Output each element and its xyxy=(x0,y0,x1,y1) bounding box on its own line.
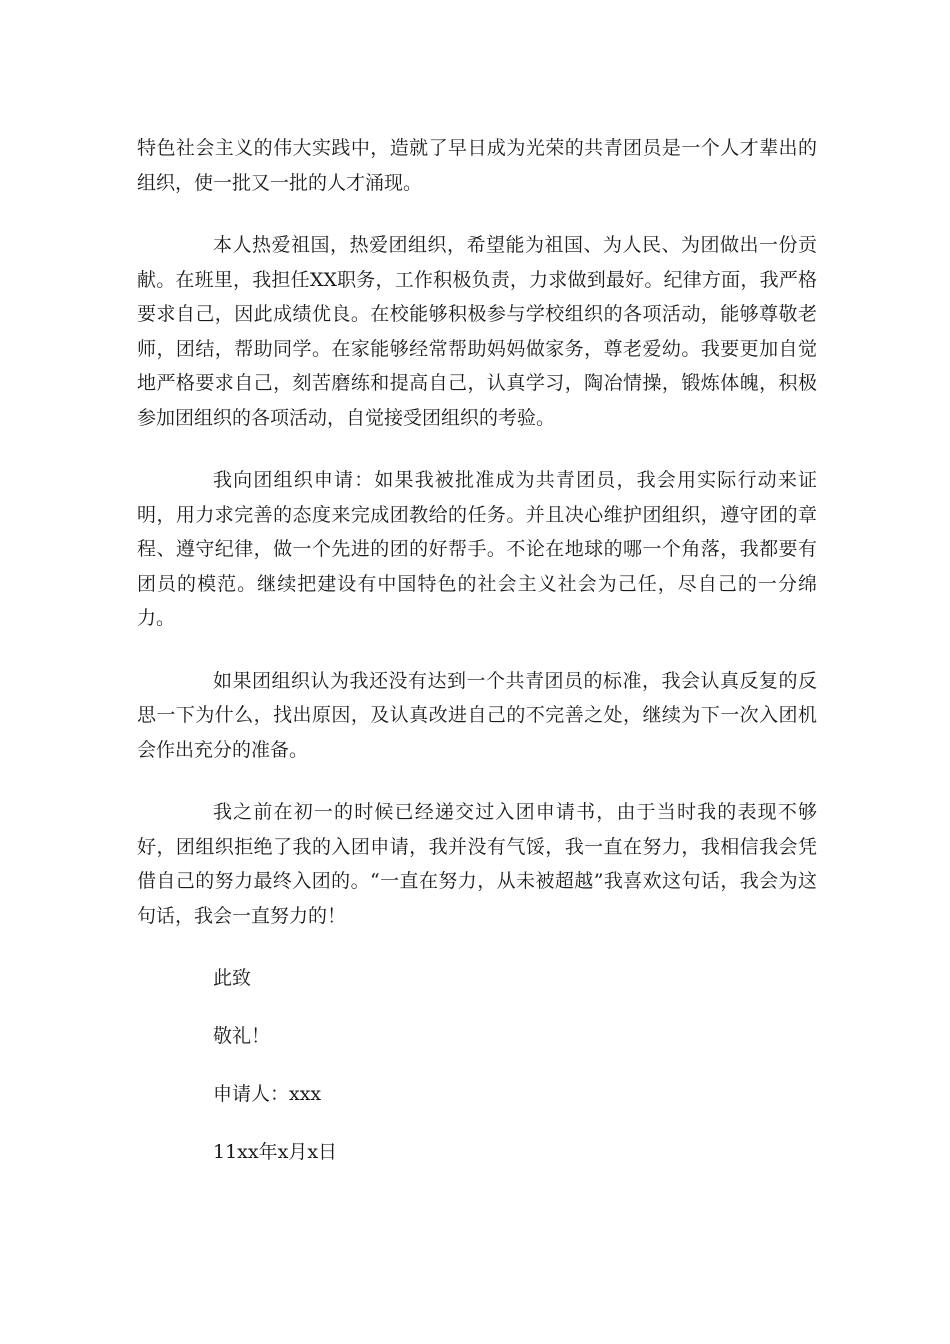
document-body xyxy=(137,131,817,1193)
paragraph-continuation: 特色社会主义的伟大实践中，造就了早日成为光荣的共青团员是一个人才辈出的组织，使一批又一批的人才涌现。 xyxy=(137,137,817,194)
paragraph-if-rejected: 如果团组织认为我还没有达到一个共青团员的标准，我会认真反复的反思一下为什么，找出原因，及认真改进自己的不完善之处，继续为下一次入团机会作出充分的准备。 xyxy=(137,669,817,761)
paragraph-self-introduction: 本人热爱祖国，热爱团组织，希望能为祖国、为人民、为团做出一份贡献。在班里，我担任XX职务，工作积极负责，力求做到最好。纪律方面，我严格要求自己，因此成绩优良。在校能够积极参与学校组织的各项活动，能够尊敬老师，团结，帮助同学。在家能够经常帮助妈妈做家务，尊老爱幼。我要更加自觉地严格要求自己，刻苦磨练和提高自己，认真学习，陶冶情操，锻炼体魄，积极参加团组织的各项活动，自觉接受团组织的考验。 xyxy=(137,234,817,429)
applicant-signature: 申请人：xxx xyxy=(213,1083,322,1105)
paragraph-commitment: 我向团组织申请：如果我被批准成为共青团员，我会用实际行动来证明，用力求完善的态度来完成团教给的任务。并且决心维护团组织，遵守团的章程、遵守纪律，做一个先进的团的好帮手。不论在地球的哪一个角落，我都要有团员的模范。继续把建设有中国特色的社会主义社会为己任，尽自己的一分绵力。 xyxy=(137,469,817,629)
application-date: 11xx年x月x日 xyxy=(213,1141,338,1163)
closing-salutation: 此致 xyxy=(213,967,252,989)
closing-regards: 敬礼！ xyxy=(213,1025,271,1047)
paragraph-previous-application: 我之前在初一的时候已经递交过入团申请书，由于当时我的表现不够好，团组织拒绝了我的入团申请，我并没有气馁，我一直在努力，我相信我会凭借自己的努力最终入团的。“一直在努力，从未被超越”我喜欢这句话，我会为这句话，我会一直努力的！ xyxy=(137,801,817,927)
